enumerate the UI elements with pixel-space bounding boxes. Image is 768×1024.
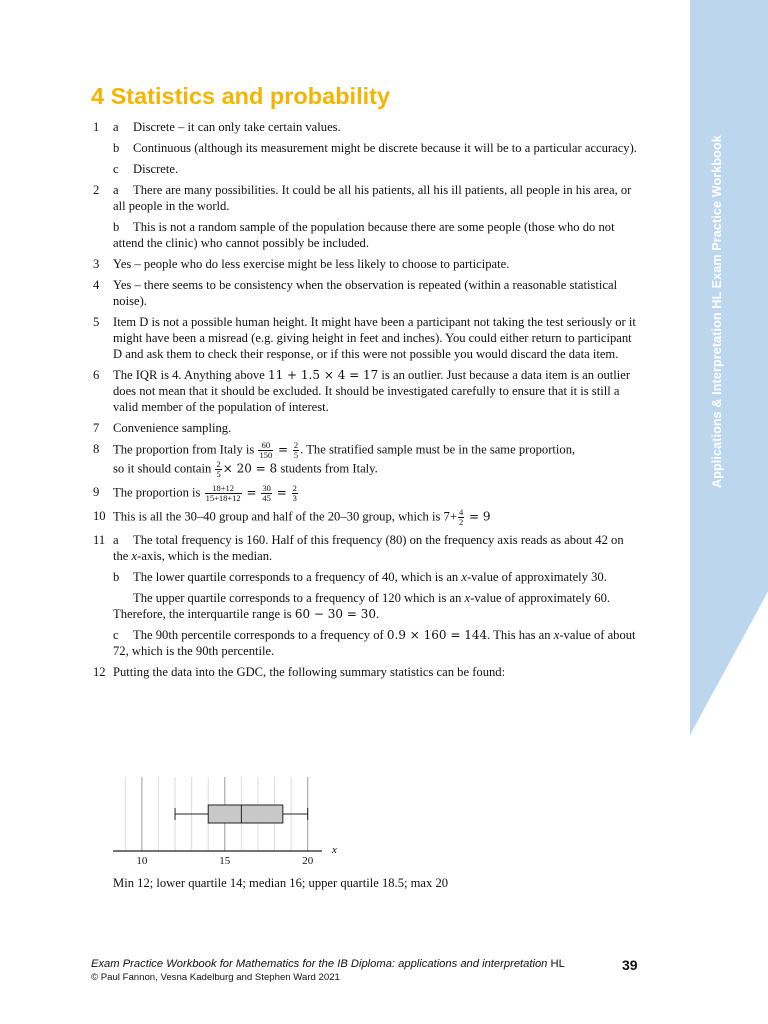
tick-label: 10 — [136, 855, 148, 867]
footer-title: Exam Practice Workbook for Mathematics for the IB Diploma: applications and interpretation HL — [91, 958, 565, 970]
tick-label: 20 — [302, 855, 314, 867]
answer-1c: c Discrete. — [113, 162, 179, 176]
answer-4: 4 Yes – there seems to be consistency when the observation is repeated (within a reasonable statistical noise). — [93, 278, 618, 308]
side-tab-text: Applications & Interpretation HL Exam Practice Workbook — [710, 135, 724, 488]
answers — [91, 119, 641, 685]
box-plot — [113, 773, 343, 867]
box — [208, 805, 283, 823]
answer-11a: 11 a The total frequency is 160. Half of this frequency (80) on the frequency axis reads as about 42 on the x-axis, which is the median. — [93, 533, 624, 563]
page-number: 39 — [622, 957, 638, 973]
answer-8: 8 The proportion from Italy is $\frac{60}{150}$ = $\frac{2}{5}$ . The stratified sample must be in the same proportion, so it should contain $\frac{2}{5}$ × 20 = 8 students from Italy. — [93, 440, 576, 479]
answer-5: 5 Item D is not a possible human height. It might have been a participant not taking the test seriously or it might have been a misread (e.g. giving height in feet and inches). You could either return to participant D and ask them to check their response, or if this were not possible you would discard the data item. — [93, 315, 636, 361]
x-axis-label: x — [332, 844, 337, 856]
answer-2a: 2 a There are many possibilities. It could be all his patients, all his ill patients, all people in his area, or all people in the world. — [93, 183, 632, 213]
answer-1b: b Continuous (although its measurement might be discrete because it will be to a particular accuracy). — [113, 141, 637, 155]
side-tab — [690, 0, 768, 735]
tick-label: 15 — [219, 855, 231, 867]
answer-3: 3 Yes – people who do less exercise might be less likely to choose to participate. — [93, 257, 510, 271]
answer-12: 12 Putting the data into the GDC, the following summary statistics can be found: — [93, 665, 506, 679]
answer-6: 6 The IQR is 4. Anything above 11 + 1.5 × 4 = 17 is an outlier. Just because a data item is an outlier does not mean that it should be excluded. It should be investigated carefully to ensure that it is still a valid member of the population of interest. — [93, 368, 631, 414]
answer-10: 10 This is all the 30–40 group and half of the 20–30 group, which is 7+ $\frac{4}{2}$ = 9 — [93, 507, 491, 527]
footer-copyright: © Paul Fannon, Vesna Kadelburg and Stephen Ward 2021 — [91, 972, 340, 983]
answer-9: 9 The proportion is $\frac{18+12}{15+18+12}$ = $\frac{30}{45}$ = $\frac{2}{3}$ — [93, 483, 297, 503]
footer — [91, 957, 651, 985]
chapter-title: 4 Statistics and probability — [91, 83, 391, 109]
answer-11c: c The 90th percentile corresponds to a frequency of 0.9 × 160 = 144. This has an x-value of about 72, which is the 90th percentile. — [113, 628, 636, 658]
answer-2b: b This is not a random sample of the population because there are some people (those who do not attend the clinic) who cannot possibly be included. — [113, 220, 615, 250]
answer-7: 7 Convenience sampling. — [93, 421, 232, 435]
summary-statistics: Min 12; lower quartile 14; median 16; upper quartile 18.5; max 20 — [113, 876, 449, 890]
answer-11b-continued: The upper quartile corresponds to a frequency of 120 which is an x-value of approximately 60. Therefore, the interquartile range is 60 − 30 = 30. — [113, 591, 611, 621]
answer-1a: 1 a Discrete – it can only take certain values. — [93, 120, 341, 134]
answer-11b: b The lower quartile corresponds to a frequency of 40, which is an x-value of approximately 30. — [113, 570, 607, 584]
